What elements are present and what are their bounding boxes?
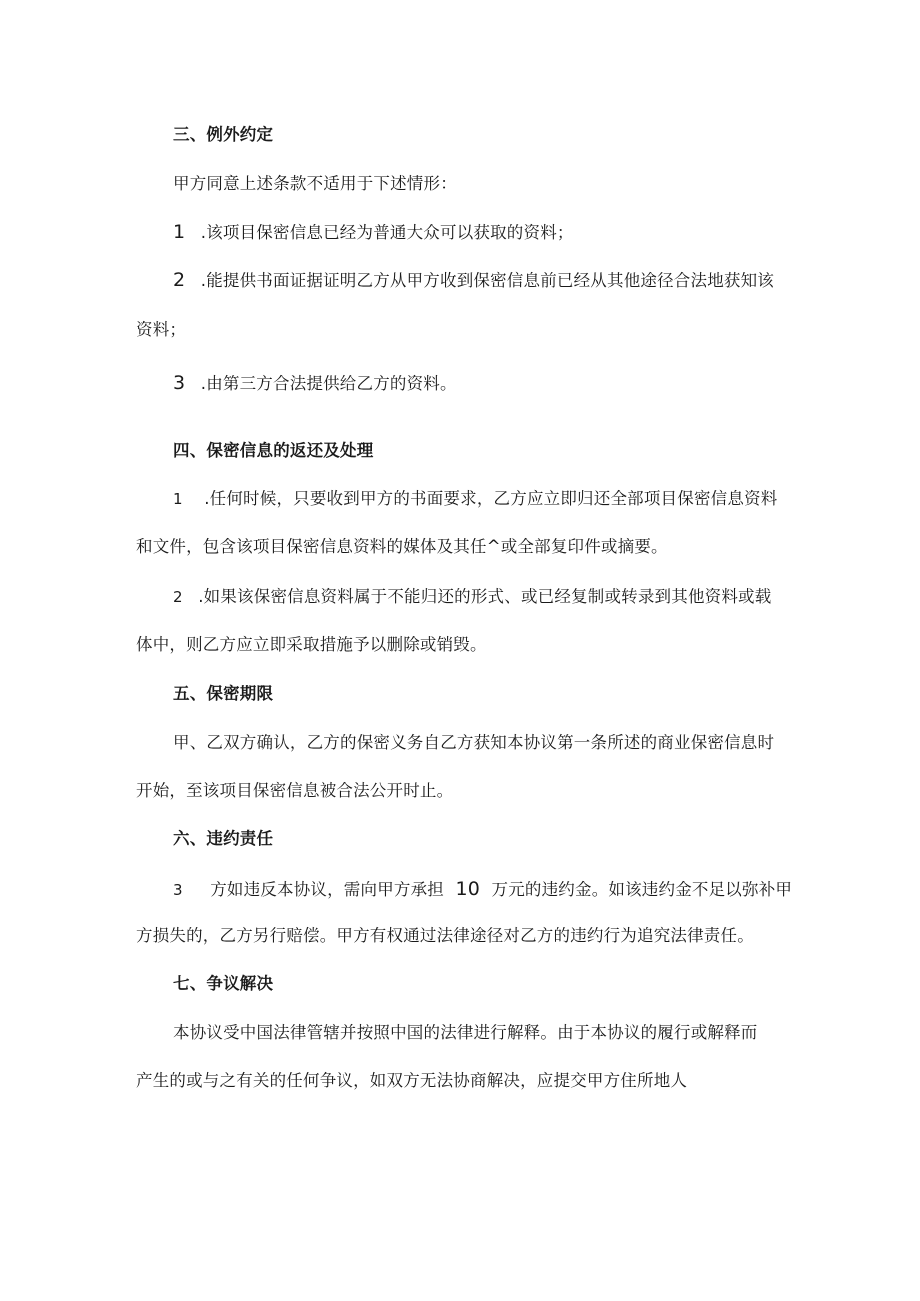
- item-text: .能提供书面证据证明乙方从甲方收到保密信息前已经从其他途径合法地获知该: [200, 271, 774, 290]
- item-number: 2: [173, 269, 186, 291]
- section-6-paragraph-line-1: [173, 880, 792, 899]
- section-3-item-2-continuation: 资料；: [136, 320, 187, 339]
- section-6-heading: 六、违约责任: [173, 829, 274, 848]
- section-4-item-1-continuation: 和文件，包含该项目保密信息资料的媒体及其任^或全部复印件或摘要。: [136, 537, 668, 556]
- section-7-paragraph-line-1: 本协议受中国法律管辖并按照中国的法律进行解释。由于本协议的履行或解释而: [173, 1023, 758, 1042]
- penalty-amount: 10: [455, 878, 481, 900]
- item-number: 1: [173, 221, 186, 243]
- section-3-intro: 甲方同意上述条款不适用于下述情形：: [173, 174, 457, 193]
- item-text: .由第三方合法提供给乙方的资料。: [200, 374, 457, 393]
- section-5-paragraph-line-1: 甲、乙双方确认，乙方的保密义务自乙方获知本协议第一条所述的商业保密信息时: [173, 733, 775, 752]
- item-text: .如果该保密信息资料属于不能归还的形式、或已经复制或转录到其他资料或载: [198, 587, 772, 606]
- section-4-heading: 四、保密信息的返还及处理: [173, 441, 374, 460]
- paragraph-text-a: 方如违反本协议，需向甲方承担: [210, 880, 445, 899]
- section-3-item-3: [173, 374, 457, 393]
- section-7-paragraph-line-2: 产生的或与之有关的任何争议，如双方无法协商解决，应提交甲方住所地人: [136, 1071, 688, 1090]
- section-4-item-2: [173, 589, 771, 606]
- item-number: 3: [173, 372, 186, 394]
- item-number: 2: [173, 588, 183, 606]
- section-7-heading: 七、争议解决: [173, 974, 274, 993]
- section-3-item-2: [173, 271, 774, 290]
- section-5-paragraph-line-2: 开始，至该项目保密信息被合法公开时止。: [136, 781, 454, 800]
- paragraph-text-b: 万元的违约金。如该违约金不足以弥补甲: [491, 880, 793, 899]
- item-text: .该项目保密信息已经为普通大众可以获取的资料；: [200, 223, 574, 242]
- section-3-item-1: [173, 223, 574, 242]
- paragraph-number: 3: [173, 881, 183, 899]
- section-6-paragraph-line-2: 方损失的，乙方另行赔偿。甲方有权通过法律途径对乙方的违约行为追究法律责任。: [136, 926, 754, 945]
- item-text: .任何时候，只要收到甲方的书面要求，乙方应立即归还全部项目保密信息资料: [204, 489, 778, 508]
- item-number: 1: [173, 490, 183, 508]
- section-4-item-2-continuation: 体中，则乙方应立即采取措施予以删除或销毁。: [136, 635, 487, 654]
- section-3-heading: 三、例外约定: [173, 125, 274, 144]
- section-4-item-1: [173, 491, 777, 508]
- section-5-heading: 五、保密期限: [173, 684, 274, 703]
